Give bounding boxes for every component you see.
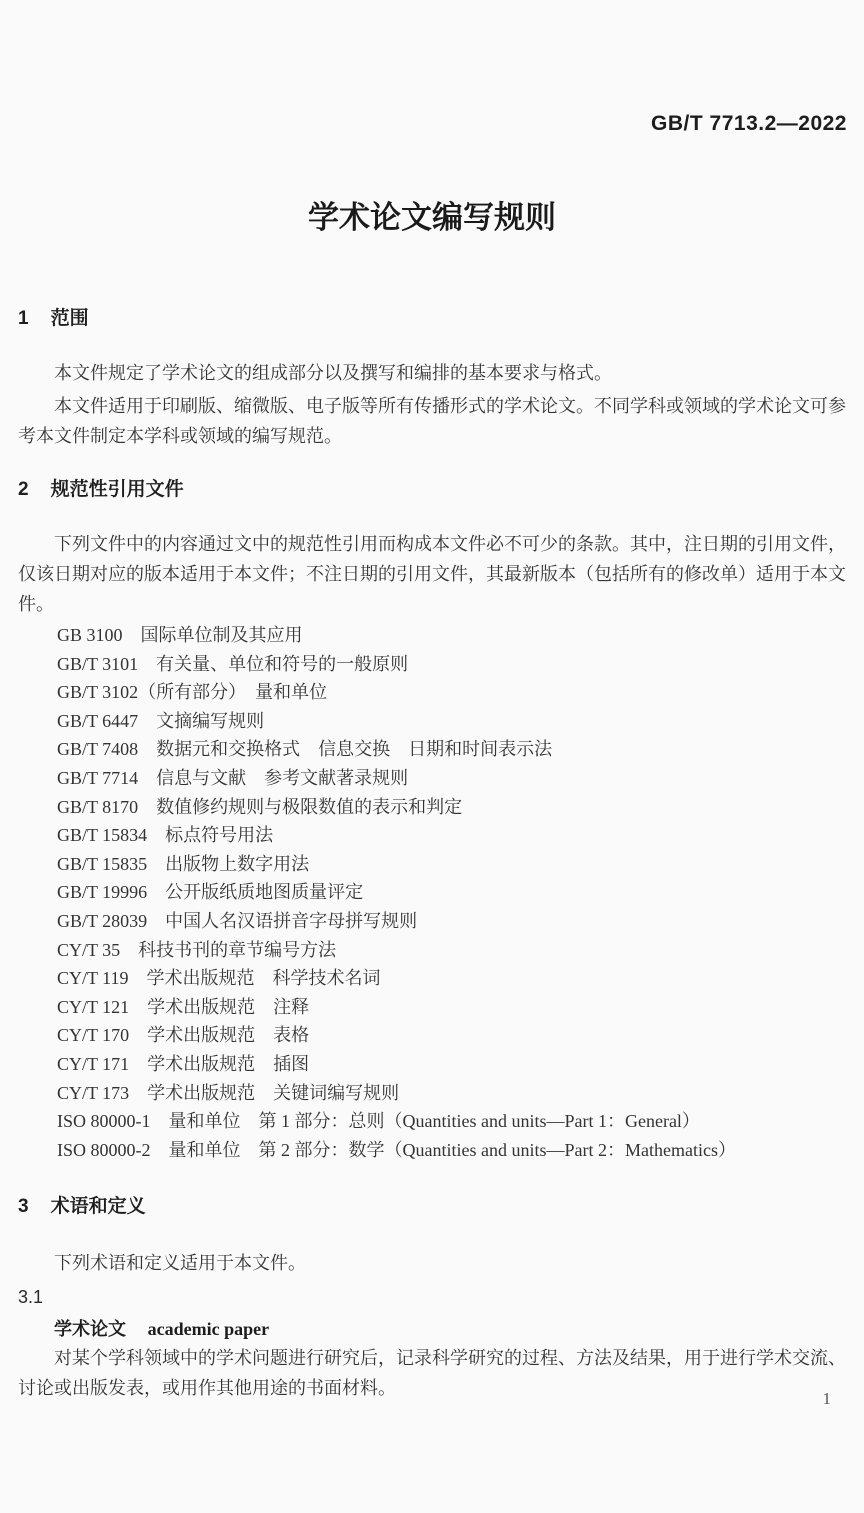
scope-paragraph-1: 本文件规定了学术论文的组成部分以及撰写和编排的基本要求与格式。 <box>54 363 612 383</box>
section-1-title: 范围 <box>50 308 89 329</box>
reference-item: CY/T 35 科技书刊的章节编号方法 <box>57 939 337 960</box>
reference-item: GB/T 3102（所有部分） 量和单位 <box>57 682 328 703</box>
document-title: 学术论文编写规则 <box>308 200 556 235</box>
normative-references-list <box>18 621 846 1164</box>
section-1-number: 1 <box>18 308 29 329</box>
term-clause-number: 3.1 <box>18 1287 44 1308</box>
term-english: academic paper <box>147 1319 270 1340</box>
reference-item: GB/T 15835 出版物上数字用法 <box>57 853 310 874</box>
section-3-heading <box>18 1194 846 1220</box>
term-chinese: 学术论文 <box>54 1319 126 1340</box>
reference-item: GB/T 15834 标点符号用法 <box>57 825 274 846</box>
section-2-title: 规范性引用文件 <box>50 479 184 500</box>
reference-item: CY/T 119 学术出版规范 科学技术名词 <box>57 968 381 989</box>
reference-item: GB/T 3101 有关量、单位和符号的一般原则 <box>57 653 409 674</box>
reference-item: GB/T 19996 公开版纸质地图质量评定 <box>57 882 364 903</box>
section-2-number: 2 <box>18 479 29 500</box>
section-1-heading <box>18 306 846 332</box>
reference-item: GB/T 7714 信息与文献 参考文献著录规则 <box>57 767 409 788</box>
terms-intro-paragraph: 下列术语和定义适用于本文件。 <box>54 1253 306 1274</box>
section-3-title: 术语和定义 <box>50 1196 146 1218</box>
reference-item: GB/T 8170 数值修约规则与极限数值的表示和判定 <box>57 796 463 817</box>
section-2-heading <box>18 477 846 503</box>
reference-item: GB/T 6447 文摘编写规则 <box>57 710 265 731</box>
term-entry <box>18 1316 846 1342</box>
reference-item: GB/T 7408 数据元和交换格式 信息交换 日期和时间表示法 <box>57 739 553 760</box>
reference-item: CY/T 170 学术出版规范 表格 <box>57 1025 310 1046</box>
scope-paragraph-2: 本文件适用于印刷版、缩微版、电子版等所有传播形式的学术论文。不同学科或领域的学术论文可参考本文件制定本学科或领域的编写规范。 <box>18 396 846 446</box>
reference-item: ISO 80000-1 量和单位 第 1 部分：总则（Quantities and units—Part 1：General） <box>57 1111 700 1132</box>
reference-item: ISO 80000-2 量和单位 第 2 部分：数学（Quantities and units—Part 2：Mathematics） <box>57 1139 736 1160</box>
standard-number: GB/T 7713.2—2022 <box>651 112 847 135</box>
reference-item: CY/T 171 学术出版规范 插图 <box>57 1053 310 1074</box>
references-intro-paragraph: 下列文件中的内容通过文中的规范性引用而构成本文件必不可少的条款。其中，注日期的引用文件，仅该日期对应的版本适用于本文件；不注日期的引用文件，其最新版本（包括所有的修改单）适用于本文件。 <box>18 534 846 614</box>
term-definition-paragraph: 对某个学科领域中的学术问题进行研究后，记录科学研究的过程、方法及结果，用于进行学术交流、讨论或出版发表，或用作其他用途的书面材料。 <box>18 1348 846 1399</box>
page-number: 1 <box>822 1389 831 1408</box>
reference-item: CY/T 173 学术出版规范 关键词编写规则 <box>57 1082 400 1103</box>
reference-item: CY/T 121 学术出版规范 注释 <box>57 996 310 1017</box>
reference-item: GB/T 28039 中国人名汉语拼音字母拼写规则 <box>57 910 418 931</box>
section-3-number: 3 <box>18 1196 29 1218</box>
reference-item: GB 3100 国际单位制及其应用 <box>57 625 303 645</box>
